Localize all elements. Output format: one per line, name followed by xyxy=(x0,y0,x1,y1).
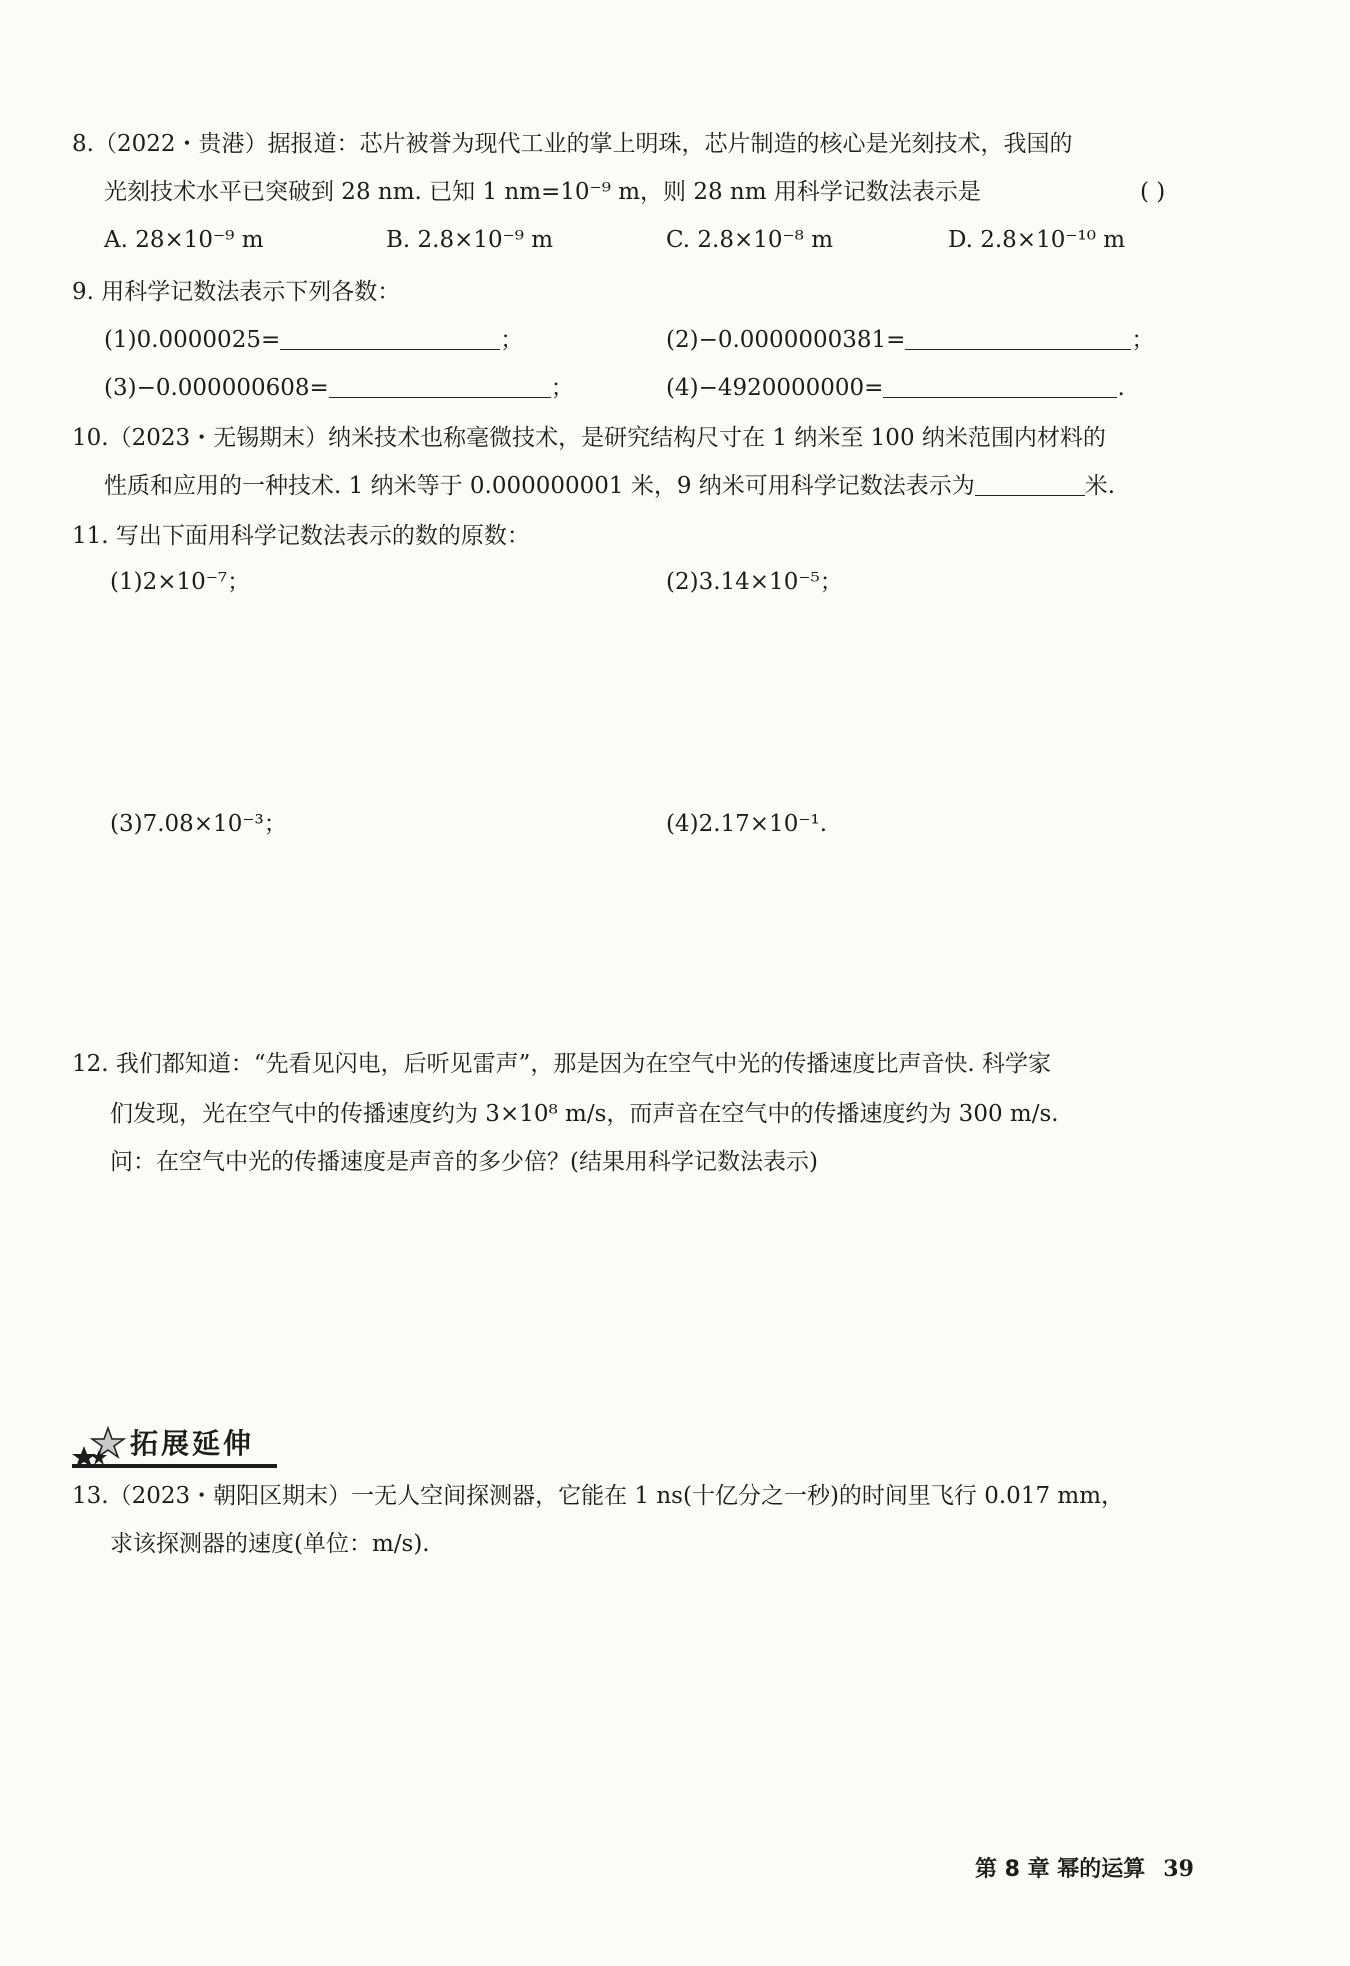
q13-line-1: 13.（2023・朝阳区期末）一无人空间探测器，它能在 1 ns(十亿分之一秒)的时间里飞行 0.017 mm， xyxy=(72,1483,1125,1509)
q8-line-2: 光刻技术水平已突破到 28 nm. 已知 1 nm=10⁻⁹ m，则 28 nm 用科学记数法表示是 xyxy=(104,179,981,205)
stars-icon xyxy=(72,1424,132,1468)
q9-item-1-label: (1)0.0000025= xyxy=(104,327,281,353)
page-footer xyxy=(975,1854,1194,1885)
q8-option-a: A. 28×10⁻⁹ m xyxy=(104,227,264,253)
q9-item-2-label: (2)−0.0000000381= xyxy=(666,327,906,353)
q11-title: 11. 写出下面用科学记数法表示的数的原数： xyxy=(72,523,530,549)
q9-item-3 xyxy=(104,372,574,404)
q8-answer-paren: ( ) xyxy=(1140,179,1166,205)
q9-blank-1[interactable] xyxy=(280,325,500,350)
q11-item-4: (4)2.17×10⁻¹. xyxy=(666,811,827,837)
q11-item-1: (1)2×10⁻⁷； xyxy=(110,569,251,595)
q9-item-1 xyxy=(104,324,523,356)
q12-line-2: 们发现，光在空气中的传播速度约为 3×10⁸ m/s，而声音在空气中的传播速度约为 300 m/s. xyxy=(110,1101,1059,1127)
page-number: 39 xyxy=(1163,1856,1194,1882)
q9-blank-2[interactable] xyxy=(905,325,1131,350)
q13-line-2: 求该探测器的速度(单位：m/s). xyxy=(110,1531,430,1557)
q12-line-1: 12. 我们都知道：“先看见闪电，后听见雷声”，那是因为在空气中光的传播速度比声音快. 科学家 xyxy=(72,1051,1052,1077)
q11-item-2: (2)3.14×10⁻⁵； xyxy=(666,569,843,595)
q9-blank-3[interactable] xyxy=(329,373,551,398)
q11-item-3: (3)7.08×10⁻³； xyxy=(110,811,287,837)
q10-blank[interactable] xyxy=(975,471,1085,496)
q9-item-3-label: (3)−0.000000608= xyxy=(104,375,329,401)
q9-item-2 xyxy=(666,324,1154,356)
section-header xyxy=(72,1424,282,1468)
q10-line-1: 10.（2023・无锡期末）纳米技术也称毫微技术，是研究结构尺寸在 1 纳米至 100 纳米范围内材料的 xyxy=(72,425,1106,451)
q8-option-c: C. 2.8×10⁻⁸ m xyxy=(666,227,833,253)
q9-blank-4[interactable] xyxy=(883,373,1117,398)
q9-item-1-end: ； xyxy=(500,327,524,353)
q10-line-2 xyxy=(104,470,1115,502)
section-underline xyxy=(72,1464,277,1468)
q9-item-4 xyxy=(666,372,1125,404)
q10-end: 米. xyxy=(1084,473,1116,499)
q8-option-d: D. 2.8×10⁻¹⁰ m xyxy=(948,227,1126,253)
q9-item-3-end: ； xyxy=(550,375,574,401)
section-title: 拓展延伸 xyxy=(130,1427,255,1460)
q12-line-3: 问：在空气中光的传播速度是声音的多少倍？(结果用科学记数法表示) xyxy=(110,1149,818,1175)
q8-option-b: B. 2.8×10⁻⁹ m xyxy=(386,227,554,253)
q9-title: 9. 用科学记数法表示下列各数： xyxy=(72,279,401,305)
q10-line-2-text: 性质和应用的一种技术. 1 纳米等于 0.000000001 米，9 纳米可用科学记数法表示为 xyxy=(104,473,975,499)
chapter-title: 第 8 章 幂的运算 xyxy=(975,1857,1146,1882)
q8-line-1: 8.（2022・贵港）据报道：芯片被誉为现代工业的掌上明珠，芯片制造的核心是光刻技术，我国的 xyxy=(72,131,1073,157)
q9-item-4-label: (4)−4920000000= xyxy=(666,375,884,401)
q9-item-4-end: . xyxy=(1117,375,1125,401)
q9-item-2-end: ； xyxy=(1131,327,1155,353)
